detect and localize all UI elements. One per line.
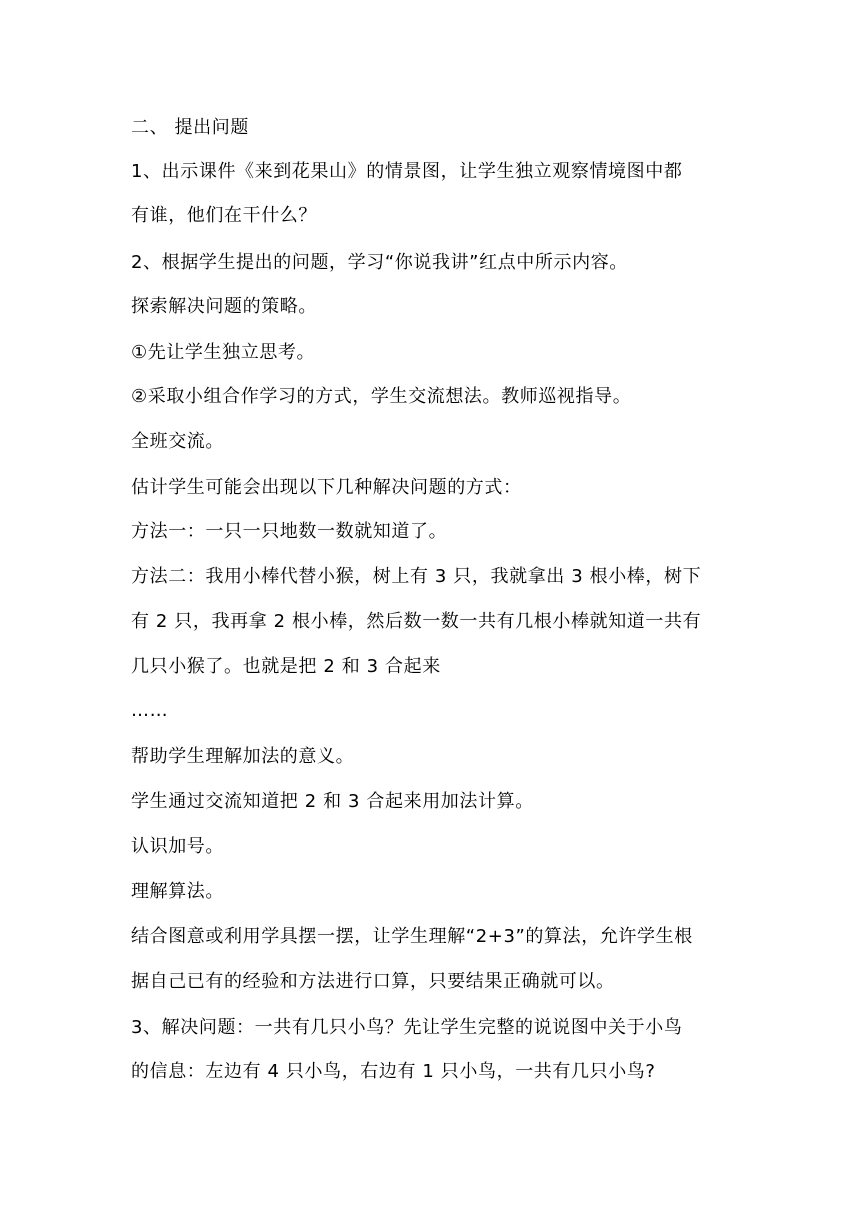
text-line: 学生通过交流知道把 2 和 3 合起来用加法计算。: [131, 791, 534, 812]
text-line: 有谁，他们在干什么？: [131, 205, 317, 226]
text-line: 帮助学生理解加法的意义。: [131, 746, 355, 767]
text-line: ①先让学生独立思考。: [131, 342, 316, 363]
section-heading: 二、 提出问题: [131, 117, 249, 138]
text-line: 有 2 只，我再拿 2 根小棒，然后数一数一共有几根小棒就知道一共有: [131, 611, 702, 632]
text-line: 2、根据学生提出的问题，学习“你说我讲”红点中所示内容。: [131, 252, 628, 273]
text-line: 探索解决问题的策略。: [131, 296, 317, 317]
text-line: 几只小猴了。也就是把 2 和 3 合起来: [131, 656, 441, 677]
text-line: 方法二：我用小棒代替小猴，树上有 3 只，我就拿出 3 根小棒，树下: [131, 566, 702, 587]
text-line: 的信息：左边有 4 只小鸟，右边有 1 只小鸟，一共有几只小鸟?: [131, 1061, 656, 1082]
text-line: 理解算法。: [131, 881, 224, 902]
text-line: 据自己已有的经验和方法进行口算，只要结果正确就可以。: [131, 971, 615, 992]
text-line: 3、解决问题：一共有几只小鸟？先让学生完整的说说图中关于小鸟: [131, 1017, 683, 1038]
text-line: 结合图意或利用学具摆一摆，让学生理解“2+3”的算法，允许学生根: [131, 926, 693, 947]
text-line: 全班交流。: [131, 431, 224, 452]
text-line: 认识加号。: [131, 836, 224, 857]
text-line: ②采取小组合作学习的方式，学生交流想法。教师巡视指导。: [131, 386, 632, 407]
text-line: 估计学生可能会出现以下几种解决问题的方式：: [131, 477, 522, 498]
text-line: 1、出示课件《来到花果山》的情景图，让学生独立观察情境图中都: [131, 161, 683, 182]
text-line: 方法一：一只一只地数一数就知道了。: [131, 521, 448, 542]
text-line: ……: [131, 700, 169, 721]
